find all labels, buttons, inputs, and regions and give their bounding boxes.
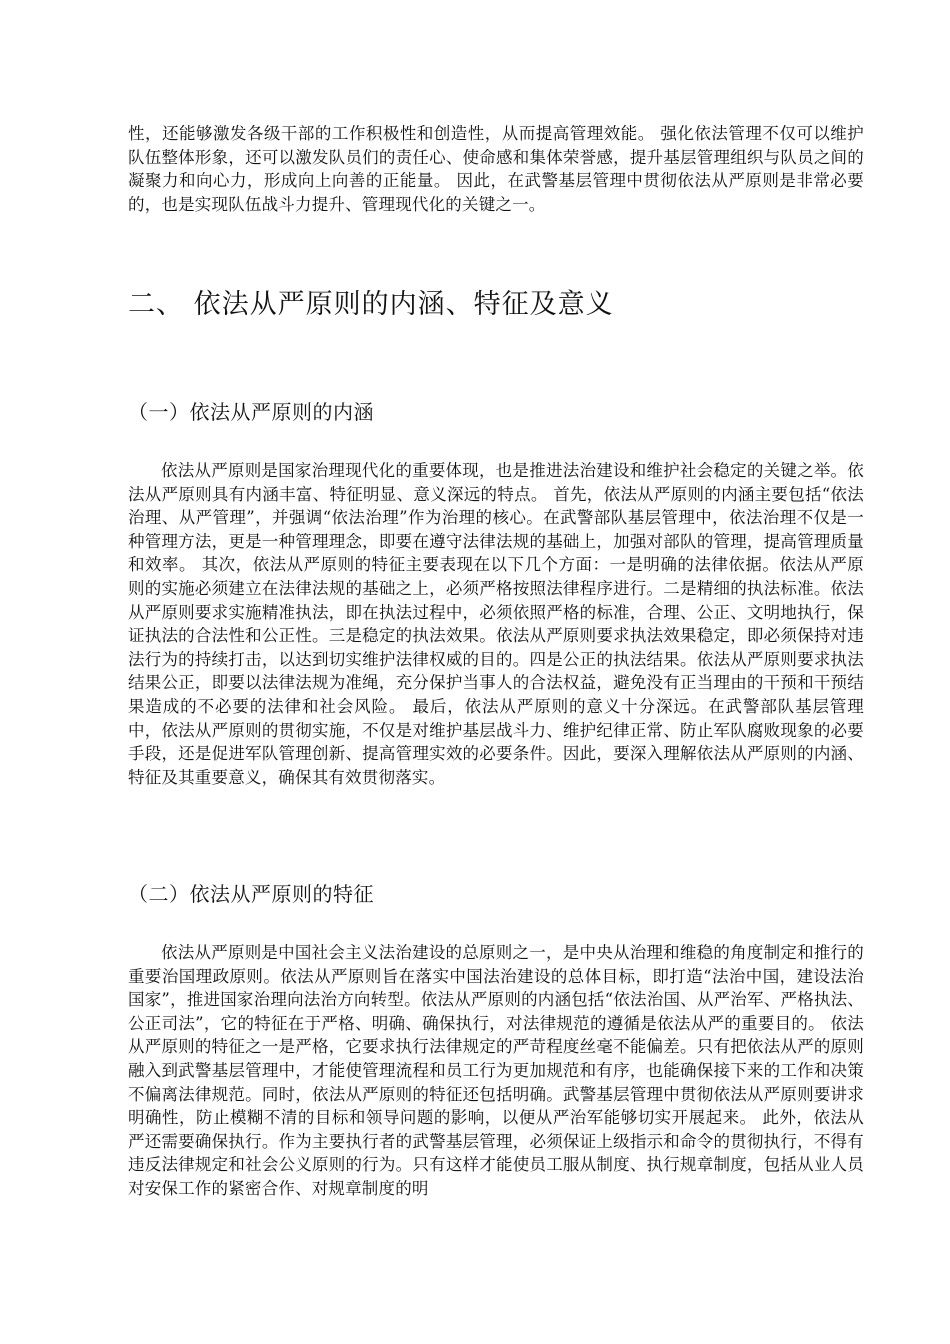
- intro-paragraph: 性，还能够激发各级干部的工作积极性和创造性，从而提高管理效能。 强化依法管理不仅可以维护队伍整体形象，还可以激发队员们的责任心、使命感和集体荣誉感，提升基层管理组织与队员之间的凝聚力和向心力，形成向上向善的正能量。 因此，在武警基层管理中贯彻依法从严原则是非常必要的，也是实现队伍战斗力提升、管理现代化的关键之一。: [128, 124, 864, 214]
- subsection-1-heading: （一）依法从严原则的内涵: [128, 400, 374, 424]
- section-heading: 二、 依法从严原则的内涵、特征及意义: [128, 289, 614, 320]
- subsection-1-paragraph: 依法从严原则是国家治理现代化的重要体现，也是推进法治建设和维护社会稳定的关键之举。依法从严原则具有内涵丰富、特征明显、意义深远的特点。 首先，依法从严原则的内涵主要包括“依法治理、从严管理”，并强调“依法治理”作为治理的核心。在武警部队基层管理中，依法治理不仅是一种管理方法，更是一种管理理念，即要在遵守法律法规的基础上，加强对部队的管理，提高管理质量和效率。 其次，依法从严原则的特征主要表现在以下几个方面：一是明确的法律依据。依法从严原则的实施必须建立在法律法规的基础之上，必须严格按照法律程序进行。二是精细的执法标准。依法从严原则要求实施精准执法，即在执法过程中，必须依照严格的标准，合理、公正、文明地执行，保证执法的合法性和公正性。三是稳定的执法效果。依法从严原则要求执法效果稳定，即必须保持对违法行为的持续打击，以达到切实维护法律权威的目的。四是公正的执法结果。依法从严原则要求执法结果公正，即要以法律法规为准绳，充分保护当事人的合法权益，避免没有正当理由的干预和干预结果造成的不必要的法律和社会风险。 最后，依法从严原则的意义十分深远。在武警部队基层管理中，依法从严原则的贯彻实施，不仅是对维护基层战斗力、维护纪律正常、防止军队腐败现象的必要手段，还是促进军队管理创新、提高管理实效的必要条件。因此，要深入理解依法从严原则的内涵、特征及其重要意义，确保其有效贯彻落实。: [128, 461, 864, 787]
- subsection-2-heading: （二）依法从严原则的特征: [128, 882, 374, 906]
- subsection-2-paragraph: 依法从严原则是中国社会主义法治建设的总原则之一，是中央从治理和维稳的角度制定和推行的重要治国理政原则。依法从严原则旨在落实中国法治建设的总体目标，即打造“法治中国，建设法治国家”，推进国家治理向法治方向转型。依法从严原则的内涵包括“依法治国、从严治军、严格执法、公正司法”，它的特征在于严格、明确、确保执行，对法律规范的遵循是依法从严的重要目的。 依法从严原则的特征之一是严格，它要求执行法律规定的严苛程度丝毫不能偏差。只有把依法从严的原则融入到武警基层管理中，才能使管理流程和员工行为更加规范和有序，也能确保接下来的工作和决策不偏离法律规范。同时，依法从严原则的特征还包括明确。武警基层管理中贯彻依法从严原则要讲求明确性，防止模糊不清的目标和领导问题的影响，以便从严治军能够切实开展起来。 此外，依法从严还需要确保执行。作为主要执行者的武警基层管理，必须保证上级指示和命令的贯彻执行，不得有违反法律规定和社会公义原则的行为。只有这样才能使员工服从制度、执行规章制度，包括从业人员对安保工作的紧密合作、对规章制度的明: [128, 943, 864, 1198]
